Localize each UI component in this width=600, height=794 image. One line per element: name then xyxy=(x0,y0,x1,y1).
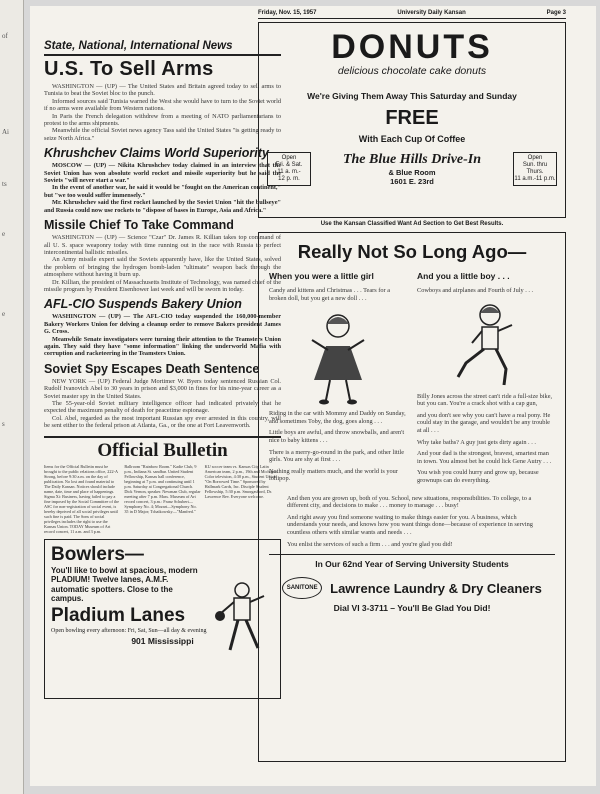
story-headline: U.S. To Sell Arms xyxy=(44,58,214,80)
masthead-date: Friday, Nov. 15, 1957 xyxy=(258,10,317,16)
bulletin-column: Items for the Official Bulletin must be brought to the public relations office, 222-A Strong, before 9:30 a.m. on the day of publication. No lost and found material to The Daily Kansan. Notices should include name, date, time and place of happenings. Sigma Xi: Business, having failed to pay a fine imposed by the Social Committee of the ASC for non-registration of social event, is hereby deprived of all social privileges until such fine is paid. The Sons of social privileges includes the right to use the Kansas Union. TODAY Museum of Art record concert, 11 a.m. and 3 p.m. xyxy=(44,463,120,534)
prev-page-fragment: Ai xyxy=(2,128,9,136)
dial-line: Dial VI 3-3711 – You'll Be Glad You Did! xyxy=(333,603,491,614)
donuts-ad xyxy=(258,22,566,218)
hours-line: 11 a.m.-11 p.m. xyxy=(514,176,556,182)
story-paragraph: NEW YORK — (UP) Federal Judge Mortimer W. Byers today sentenced Russian Col. Rudolf Ivanovich Abel to 30 years in prison and $3,000 in fines for his nine-year career as a Soviet master spy in the United States. xyxy=(44,377,281,400)
laundry-brand: Lawrence Laundry & Dry Cleaners xyxy=(330,580,542,596)
bowlers-title: Bowlers— xyxy=(51,543,144,565)
masthead-page: Page 3 xyxy=(546,10,566,16)
closing-paragraph: And then you are grown up, both of you. School, new situations, responsibilities. To college, to a different city, and decisions to make . . . money to manage . . . busy! xyxy=(287,494,532,510)
hours-line: Thurs. xyxy=(526,169,544,175)
closing-block xyxy=(287,495,537,549)
story-paragraph: WASHINGTON — (UP) — The AFL-CIO today suspended the 160,000-member Bakery Workers Union for delving a cleanup order to remove Bakers president James G. Cross. xyxy=(44,313,281,336)
story-paragraph: MOSCOW — (UP) — Nikita Khrushchev today claimed in an interview that the Soviet Union has won absolute world rocket and missile superiority but he said the Soviets "will never start a war." xyxy=(44,162,281,185)
boy-paragraph: Why take baths? A guy just gets dirty again . . . xyxy=(417,438,536,446)
story-paragraph: Mr. Khrushchev said the first rocket launched by the Soviet Union "hit the bullseye" and Russia could now use rockets to "dispose of bases in Europe, Asia and Africa." xyxy=(44,199,281,214)
story-spy xyxy=(44,362,281,430)
girl-column xyxy=(269,271,407,489)
story-paragraph: Dr. Killian, the president of Massachusetts Institute of Technology, was named chief of the missile program by President Eisenhower last week and will be sworn in today. xyxy=(44,278,281,293)
sanitone-seal: SANITONE xyxy=(282,577,322,599)
masthead xyxy=(258,10,566,19)
previous-page-edge xyxy=(0,0,24,794)
bowlers-ad xyxy=(44,539,281,699)
donuts-with: With Each Cup Of Coffee xyxy=(358,134,466,144)
closing-paragraph: And right away you find someone waiting to make things easier for you. A business, which understands your needs, and knows how you want things done—because of experience in serving countless others with similar wants and needs . . . xyxy=(287,513,533,536)
serve-line: In Our 62nd Year of Serving University Students xyxy=(269,554,555,569)
boy-illustration xyxy=(446,299,526,389)
story-bakery xyxy=(44,297,281,357)
story-paragraph: In Paris the French delegation withdrew from a meeting of NATO parliamentarians to protest to the arms shipments. xyxy=(44,112,281,128)
hours-line: 12 p. m. xyxy=(278,176,300,182)
prev-page-fragment: s xyxy=(2,420,5,428)
hours-line: 11 a. m.- xyxy=(277,169,301,175)
boy-paragraph: Billy Jones across the street can't ride a full-size bike, but you can. You're a crack shot with a cap gun, xyxy=(417,392,553,408)
girl-paragraph: Riding in the car with Mommy and Daddy on Sunday, and sometimes Toby, the dog, goes along . . . xyxy=(269,410,406,425)
bowlers-name: Pladium Lanes xyxy=(51,604,186,626)
donuts-subtitle: delicious chocolate cake donuts xyxy=(337,65,487,77)
story-paragraph: The 55-year-old Soviet military intelligence officer had indicated privately that he expected the maximum penalty of death for peacetime espionage. xyxy=(44,400,281,415)
masthead-paper: University Daily Kansan xyxy=(397,10,466,16)
boy-paragraph: And your dad is the strongest, bravest, smartest man in town. You almost bet he could lick Gene Autry . . . xyxy=(417,450,552,465)
hours-line: Sun. thru xyxy=(522,162,548,168)
donuts-giving: We're Giving Them Away This Saturday and Sunday xyxy=(307,91,517,101)
girl-paragraph: Little boys are awful, and throw snowballs, and aren't nice to baby kittens . . . xyxy=(269,429,405,444)
story-paragraph: Meanwhile the official Soviet news agency Tass said the United States "is getting ready to seize North Africa." xyxy=(44,127,281,142)
hours-box-right xyxy=(513,152,557,186)
girl-illustration xyxy=(298,306,378,406)
donuts-free: FREE xyxy=(385,107,439,129)
news-column xyxy=(44,40,281,699)
newspaper-page xyxy=(30,6,596,786)
bowlers-text: You'll like to bowl at spacious, modern PLADIUM! Twelve lanes, A.M.F. automatic spotters. Close to the campus. xyxy=(51,565,198,604)
hours-line: Fri. & Sat. xyxy=(275,162,303,168)
story-headline: AFL-CIO Suspends Bakery Union xyxy=(44,297,242,312)
story-paragraph: WASHINGTON — (UP) — The United States and Britain agreed today to sell arms to Tunisia to beat the Soviet bloc to the punch. xyxy=(44,83,281,98)
story-paragraph: An Army missile expert said the Soviets apparently have, like the United States, solved the problem of bringing the hydrogen bomb-laden "ultimate" weapon back through the atmosphere without having it burn up. xyxy=(44,256,281,279)
story-arms xyxy=(44,58,281,142)
bowlers-address: 901 Mississippi xyxy=(131,635,194,646)
bulletin-column: Ballroom "Rainbow Room." Kadie Club, 9 p.m., Indiana St. sandbar. United Student Fellowship, Kansas hall conference, beginning at 7 p.m. and continuing until 1 p.m. Saturday at Congregational Church. Dick Vernon, speaker. Newman Club, regular meeting after 7 p.m. Mass. Museum of Art record concert, 3 p.m.: Franz Schubert—Symphony No. 4; Mozart—Symphony No. 35 in D Major; Tchaikowsky—"Manfred." xyxy=(124,463,201,514)
story-paragraph: Meanwhile Senate investigators were turning their attention to the Teamsters Union again. They said they have "some information" linking the underworld Mafia with corruption and racketeering in the Teamsters Union. xyxy=(44,335,281,358)
story-paragraph: In the event of another war, he said it would be "fought on the American continent," but "we too would suffer immensely." xyxy=(44,184,281,199)
laundry-title: Really Not So Long Ago— xyxy=(297,241,527,262)
prev-page-fragment: e xyxy=(2,310,6,318)
drive-in-sub: & Blue Room xyxy=(388,168,436,177)
boy-paragraph: You wish you could hurry and grow up, because grownups can do everything. xyxy=(417,469,539,484)
boy-subhead: And you a little boy . . . xyxy=(417,271,510,281)
prev-page-fragment: of xyxy=(2,32,8,40)
laundry-ad xyxy=(258,232,566,762)
girl-lead: Candy and kittens and Christmas . . . Tears for a broken doll, but you get a new doll . . . xyxy=(269,287,390,302)
drive-in-name: The Blue Hills Drive-In xyxy=(342,152,482,167)
section-title: State, National, International News xyxy=(44,40,233,52)
prev-page-fragment: ts xyxy=(2,180,7,188)
hours-line: Open xyxy=(527,155,543,161)
brand-row xyxy=(269,577,555,599)
story-headline: Khrushchev Claims World Superiority xyxy=(44,146,269,161)
section-rule xyxy=(44,54,281,56)
bowlers-hours: Open bowling every afternoon: Fri, Sat, Sun—all day & evening xyxy=(51,627,207,634)
boy-lead: Cowboys and airplanes and Fourth of July . . . xyxy=(417,287,534,294)
story-paragraph: Col. Abel, regarded as the most important Russian spy ever arrested in this country, will be sent either to the federal prison at Atlanta, Ga., or the one at Fort Leavenworth. xyxy=(44,414,281,430)
story-khrushchev xyxy=(44,146,281,214)
official-bulletin xyxy=(44,436,281,534)
donuts-title: DONUTS xyxy=(331,28,493,66)
bulletin-column: KU soccer team vs. Kansas City Latin American team, 2 p.m., 19th and Michigan. Color television, 4:30 p.m., Student Union, "On Borrowed Time." Sponsored by Hallmark Cards, Inc. Disciple Student Fellowship, 5:30 p.m. Smorgasbord, Dr. Lawrence Rev. Everyone welcome. xyxy=(204,463,278,499)
closing-paragraph: You enlist the services of such a firm . . . and you're glad you did! xyxy=(287,540,453,548)
story-headline: Soviet Spy Escapes Death Sentence xyxy=(44,361,260,376)
hours-box-left xyxy=(267,152,311,186)
prev-page-fragment: e xyxy=(2,230,6,238)
girl-subhead: When you were a little girl xyxy=(269,271,374,281)
story-paragraph: WASHINGTON — (UP) — Science "Czar" Dr. James R. Killian takes top command of all U. S. space weaponry today with time running out in the race with Russia to perfect intercontinental ballistic missiles. xyxy=(44,234,281,256)
drive-in-block xyxy=(343,152,481,186)
drive-in-address: 1601 E. 23rd xyxy=(390,177,434,186)
girl-paragraph: Nothing really matters much, and the world is your lollipop. xyxy=(269,467,398,483)
bulletin-title: Official Bulletin xyxy=(97,439,228,461)
classified-note: Use the Kansan Classified Want Ad Section to Get Best Results. xyxy=(320,221,504,227)
girl-paragraph: There is a merry-go-round in the park, and other little girls. You are shy at first . . . xyxy=(269,448,404,464)
story-paragraph: Informed sources said Tunisia warned the West she would have to turn to the Soviet world if no arms were available from Western nations. xyxy=(44,97,281,113)
story-headline: Missile Chief To Take Command xyxy=(44,218,234,233)
story-missile xyxy=(44,218,281,293)
boy-column xyxy=(417,271,555,489)
boy-paragraph: and you don't see why you can't have a real pony. He could stay in the garage, and wouldn't be any trouble at all . . . xyxy=(417,411,551,434)
hours-line: Open xyxy=(281,155,297,161)
